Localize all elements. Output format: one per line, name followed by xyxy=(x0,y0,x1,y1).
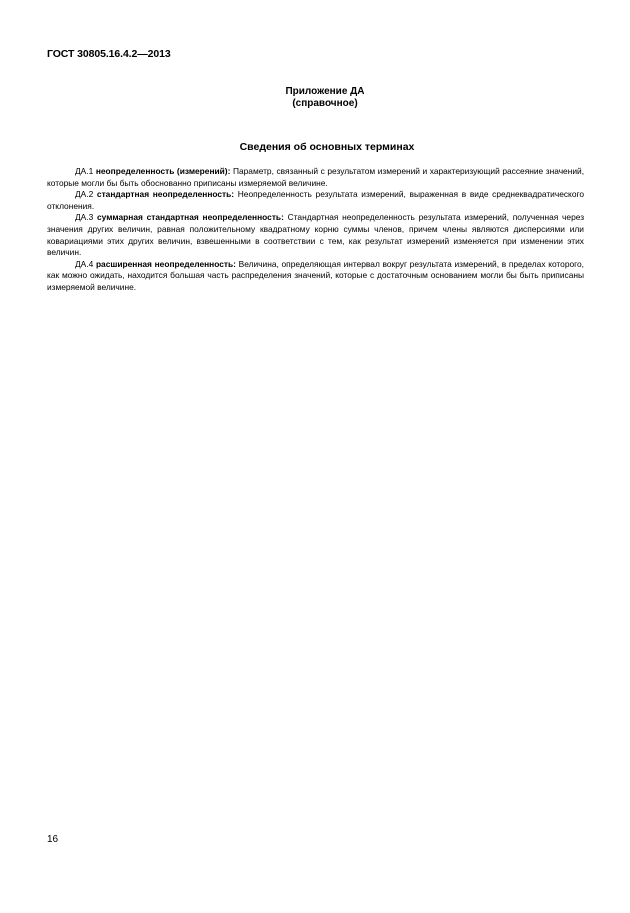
term-number: ДА.4 xyxy=(75,258,94,269)
appendix-heading xyxy=(0,86,630,110)
term-definition: Неопределенность результата измерений, выраженная в виде среднеквадратического отклонения. xyxy=(47,189,585,211)
term-number: ДА.1 xyxy=(75,166,94,176)
term-definition: Стандартная неопределенность результата измерений, полученная через значения других величин, равная положительному квадратному корню суммы членов, причем члены являются дисперсиями или ковариациями этих других величин, взвешенными в соответствии с тем, как результат измерений изменяется при изменении этих величин. xyxy=(47,212,585,258)
appendix-title: Приложение ДА xyxy=(285,86,365,97)
term-number: ДА.2 xyxy=(75,189,94,200)
term-definition: Величина, определяющая интервал вокруг результата измерений, в пределах которого, как можно ожидать, находится большая часть распределения значений, которые с достаточным основанием могли бы быть приписаны измеряемой величине. xyxy=(47,258,584,292)
terms-list xyxy=(47,166,584,294)
term-item xyxy=(47,189,584,212)
term-number: ДА.3 xyxy=(75,212,94,223)
page-number: 16 xyxy=(47,834,59,845)
term-item xyxy=(47,166,584,189)
term-name: расширенная неопределенность: xyxy=(95,258,236,269)
section-title: Сведения об основных терминах xyxy=(239,141,415,153)
term-name: неопределенность (измерений): xyxy=(95,166,231,176)
term-name: суммарная стандартная неопределенность: xyxy=(97,212,284,223)
term-item xyxy=(47,259,584,294)
standard-code: ГОСТ 30805.16.4.2—2013 xyxy=(47,48,171,60)
appendix-subtitle: (справочное) xyxy=(292,98,358,109)
term-definition: Параметр, связанный с результатом измерений и характеризующий рассеяние значений, которые могли бы быть обоснованно приписаны измеряемой величине. xyxy=(47,166,585,188)
term-name: стандартная неопределенность: xyxy=(96,189,235,200)
term-item xyxy=(47,212,584,258)
